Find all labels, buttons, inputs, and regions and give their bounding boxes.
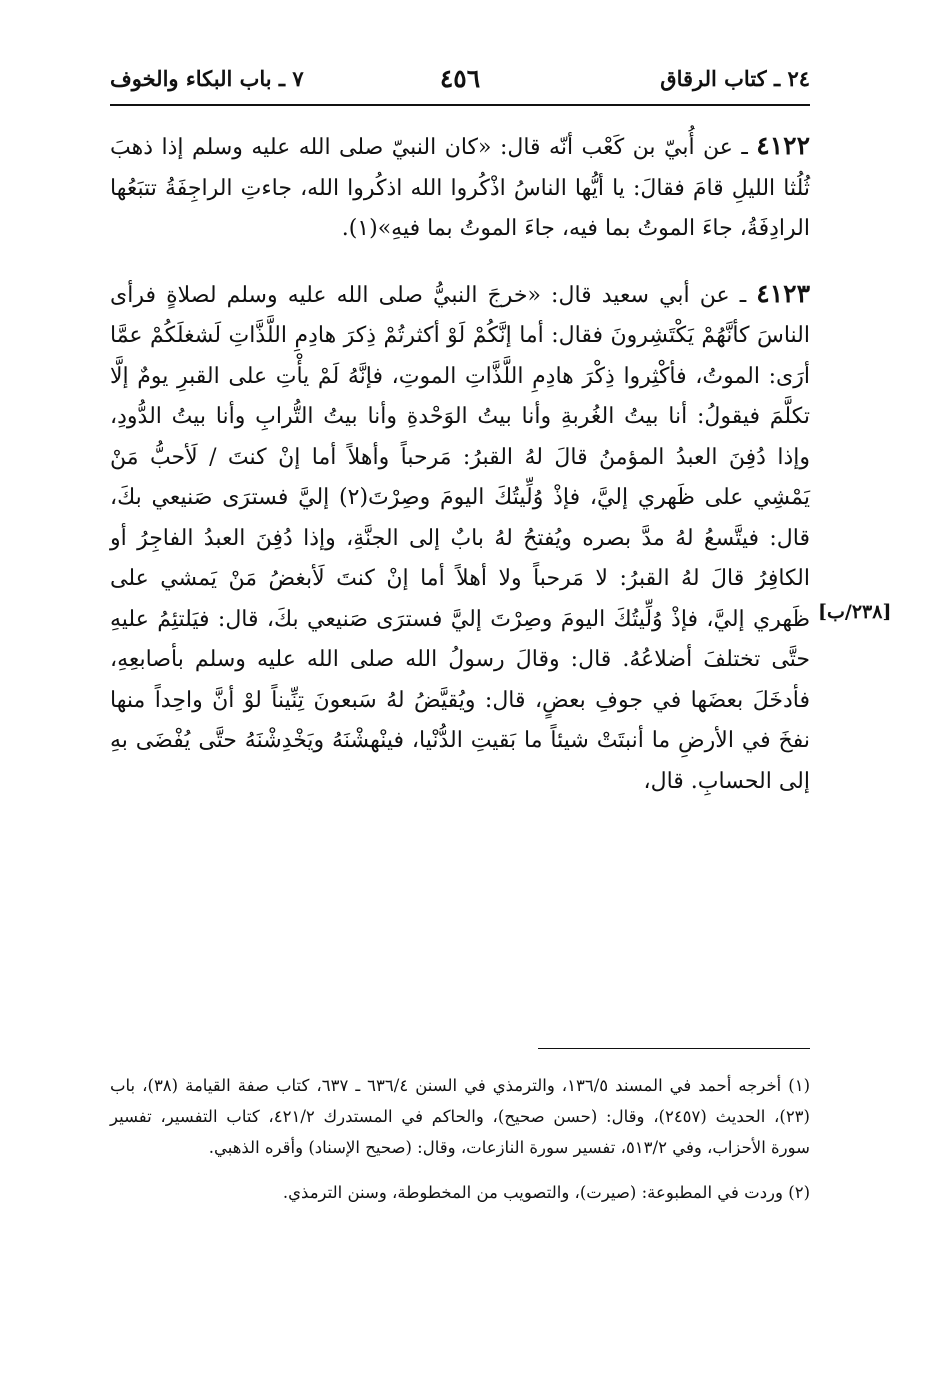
section-title: ٧ ـ باب البكاء والخوف [110,66,304,91]
hadith-number: ٤١٢٣ [756,278,810,308]
header-rule [110,104,810,106]
manuscript-folio-marker: [٢٣٨/ب] [818,601,892,623]
hadith-paragraph [110,126,810,250]
hadith-number: ٤١٢٢ [756,131,810,160]
hadith-text: ـ عن أبي سعيد قال: «خرجَ النبيُّ صلى الله عليه وسلم لصلاةٍ فرأى الناسَ كأنَّهُمْ يَكْتَشِرونَ فقال: أما إنَّكُمْ لَوْ أكثرتُمْ ذِكرَ هادِمِ اللَّذَّاتِ لَشغلَكُمْ عمَّا أرَى: الموتُ، فأكْثِروا ذِكْرَ هادِمِ اللَّذَّاتِ الموتِ، فإنَّهُ لَمْ يأْتِ على القبرِ يومٌ إلَّا تكلَّمَ فيقولُ: أنا بيتُ الغُربةِ وأنا بيتُ الوَحْدةِ وأنا بيتُ التُّرابِ وأنا بيتُ الدُّودِ، وإذا دُفِنَ العبدُ المؤمنُ قالَ لهُ القبرُ: مَرحباً وأهلاً أما إنْ كنتَ / لَأحبُّ مَنْ يَمْشِي على ظَهري إليَّ، فإذْ وُلِّيتُكَ اليومَ وصِرْتَ(٢) إليَّ فسترَى صَنيعي بكَ، قال: فيتَّسعُ لهُ مدَّ بصره ويُفتحُ لهُ بابٌ إلى الجنَّةِ، وإذا دُفِنَ العبدُ الفاجِرُ أو الكافِرُ قالَ لهُ القبرُ: لا مَرحباً ولا أهلاً أما إنْ كنتَ لَأبغضُ مَنْ يَمشي على ظَهري إليَّ، فإذْ وُلِّيتُكَ اليومَ وصِرْتَ إليَّ فسترَى صَنيعي بكَ، قال: فيَلتئِمُ عليهِ حتَّى تختلفَ أضلاعُهُ. قال: وقالَ رسولُ الله صلى الله عليه وسلم بأصابعِهِ، فأدخَلَ بعضَها في جوفِ بعضٍ، قال: ويُقيَّضُ لهُ سَبعونَ تِنِّيناً لوْ أنَّ واحِداً منها نفخَ في الأرضِ ما أنبتَتْ شيئاً ما بَقيتِ الدُّنْيا، فينْهشْنَهُ ويَخْدِشْنَهُ حتَّى يُفْضَى بهِ إلى الحسابِ. قال، [110,282,810,794]
footnote: (٢) وردت في المطبوعة: (صيرت)، والتصويب من المخطوطة، وسنن الترمذي. [282,1183,810,1202]
page-number: ٤٥٦ [439,64,481,93]
footnote-rule [538,1048,810,1049]
hadith-paragraph [110,274,810,803]
footnotes [110,1070,810,1208]
footnote: (١) أخرجه أحمد في المسند ١٣٦/٥، والترمذي في السنن ٦٣٦/٤ ـ ٦٣٧، كتاب صفة القيامة (٣٨)، باب (٢٣)، الحديث (٢٤٥٧)، وقال: (حسن صحيح)، والحاكم في المستدرك ٤٢١/٢، كتاب التفسير، تفسير سورة الأحزاب، وفي ٥١٣/٢، تفسير سورة النازعات، وقال: (صحيح الإسناد) وأقره الذهبي. [110,1076,811,1157]
hadith-text: ـ عن أُبيّ بن كَعْب أنّه قال: «كان النبيّ صلى الله عليه وسلم إذا ذهبَ ثُلُثا الليلِ قامَ فقالَ: يا أيُّها الناسُ اذْكُروا الله اذكُروا الله، جاءتِ الراجِفَةُ تتبَعُها الرادِفَةُ، جاءَ الموتُ بما فيه، جاءَ الموتُ بما فيهِ»(١). [110,135,810,241]
chapter-title: ٢٤ ـ كتاب الرقاق [660,66,810,91]
main-text [110,126,810,802]
running-head [110,62,810,102]
